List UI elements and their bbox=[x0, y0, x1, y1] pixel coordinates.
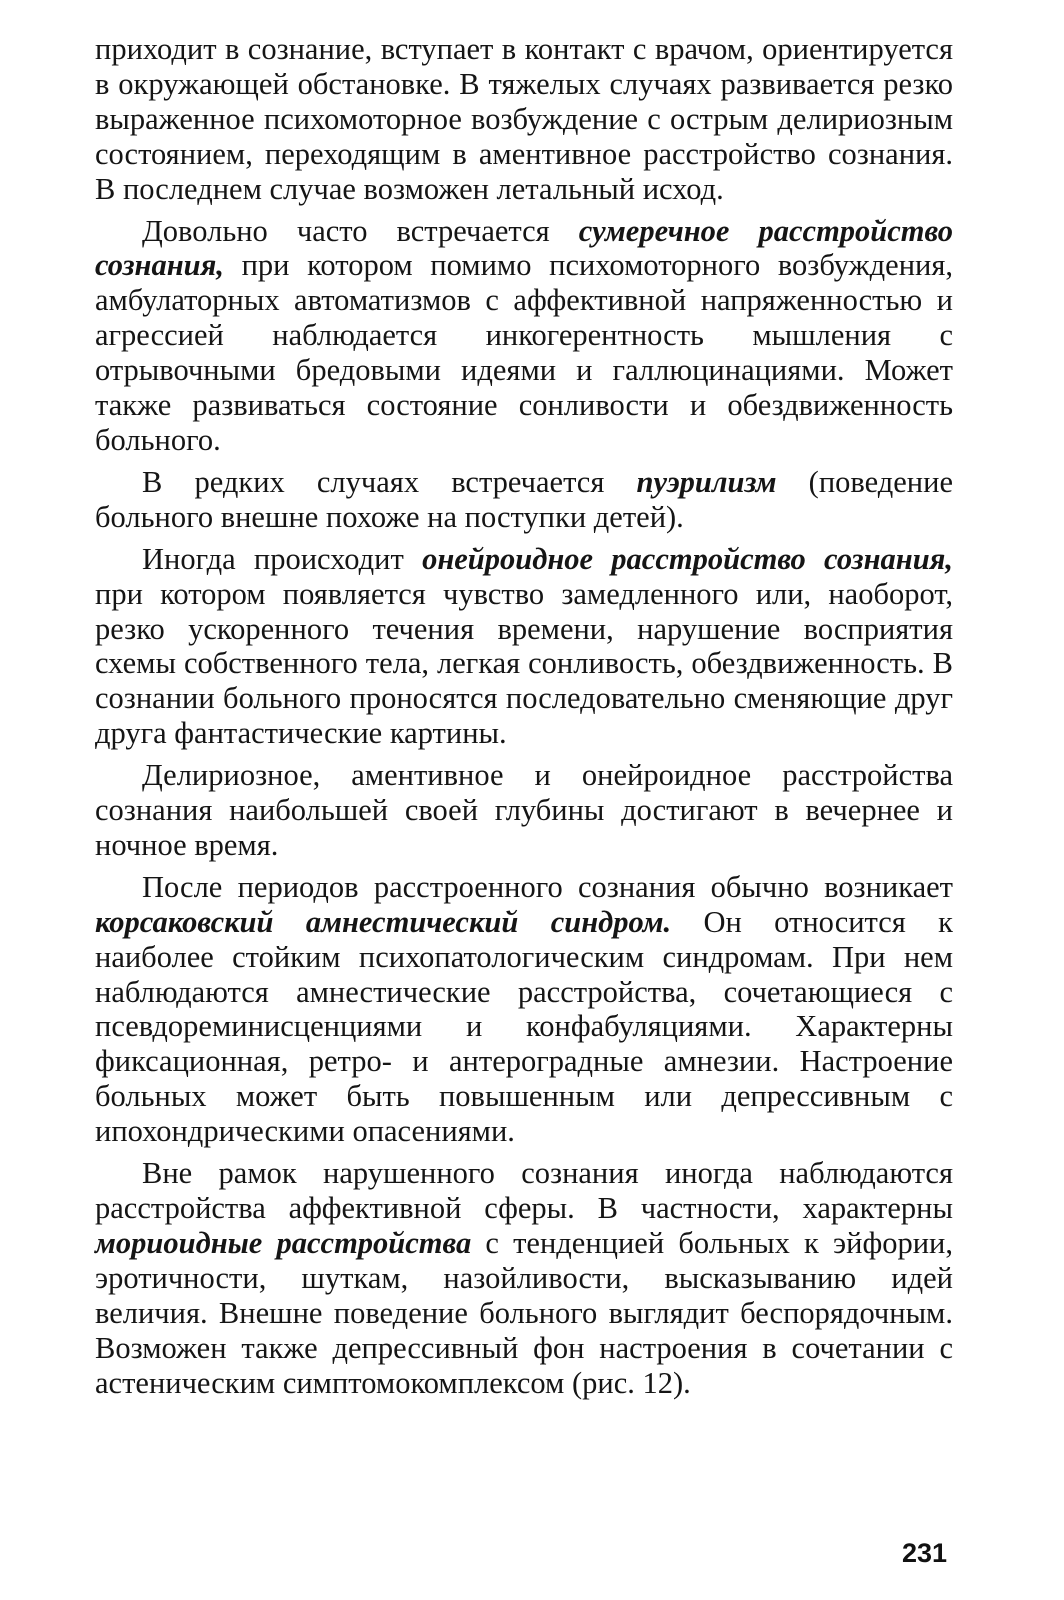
paragraph-twilight-disorder bbox=[95, 214, 953, 458]
page-number: 231 bbox=[901, 1538, 947, 1568]
term-oneiroid-disorder: онейроидное расстройство сознания, bbox=[422, 541, 953, 576]
paragraph-evening-depth bbox=[95, 758, 953, 863]
page-text-column bbox=[95, 32, 953, 1407]
paragraph-oneiroid-disorder bbox=[95, 542, 953, 751]
paragraph-text: с тенденцией больных к эйфории, эротичности, шуткам, назойливости, высказыванию идей величия. Внешне поведение больного выглядит беспорядочным. Возможен также депрессивный фон настроения в сочетании с астеническим симптомокомплексом (рис. 12). bbox=[95, 1225, 953, 1400]
paragraph-text: Иногда происходит bbox=[142, 541, 423, 576]
paragraph-delirium-outcome bbox=[95, 32, 953, 207]
paragraph-affective-disorders bbox=[95, 1156, 953, 1400]
paragraph-text: Вне рамок нарушенного сознания иногда наблюдаются расстройства аффективной сферы. В частности, характерны bbox=[95, 1156, 953, 1225]
term-morioid-disorders: мориоидные расстройства bbox=[95, 1225, 472, 1260]
paragraph-text: (поведение больного внешне похоже на поступки детей). bbox=[95, 464, 953, 534]
paragraph-text: В редких случаях встречается bbox=[142, 464, 637, 499]
paragraph-text: Довольно часто встречается bbox=[142, 213, 579, 248]
term-korsakoff-syndrome: корсаковский амнестический синдром. bbox=[95, 904, 672, 939]
paragraph-puerilism bbox=[95, 465, 953, 535]
paragraph-text: После периодов расстроенного сознания обычно возникает bbox=[142, 869, 953, 904]
paragraph-text: при котором появляется чувство замедленного или, наоборот, резко ускоренного течения времени, нарушение восприятия схемы собственного тела, легкая сонливость, обездвиженность. В сознании больного проносятся последовательно сменяющие друг друга фантастические картины. bbox=[95, 576, 953, 751]
paragraph-korsakoff-syndrome bbox=[95, 870, 953, 1149]
paragraph-text: Он относится к наиболее стойким психопатологическим синдромам. При нем наблюдаются амнестические расстройства, сочетающиеся с псевдореминисценциями и конфабуляциями. Характерны фиксационная, ретро- и антероградные амнезии. Настроение больных может быть повышенным или депрессивным с ипохондрическими опасениями. bbox=[95, 904, 953, 1149]
paragraph-text: Делириозное, аментивное и онейроидное расстройства сознания наибольшей своей глубины достигают в вечернее и ночное время. bbox=[95, 758, 953, 862]
term-puerilism: пуэрилизм bbox=[636, 464, 777, 499]
term-twilight-disorder: сумеречное расстройство сознания, bbox=[95, 213, 954, 283]
paragraph-text: при котором помимо психомоторного возбуждения, амбулаторных автоматизмов с аффективной напряженностью и агрессией наблюдается инкогерентность мышления с отрывочными бредовыми идеями и галлюцинациями. Может также развиваться состояние сонливости и обездвиженность больного. bbox=[95, 248, 953, 457]
paragraph-text: приходит в сознание, вступает в контакт с врачом, ориентируется в окружающей обстановке. В тяжелых случаях развивается резко выраженное психомоторное возбуждение с острым делириозным состоянием, переходящим в аментивное расстройство сознания. В последнем случае возможен летальный исход. bbox=[95, 32, 953, 206]
